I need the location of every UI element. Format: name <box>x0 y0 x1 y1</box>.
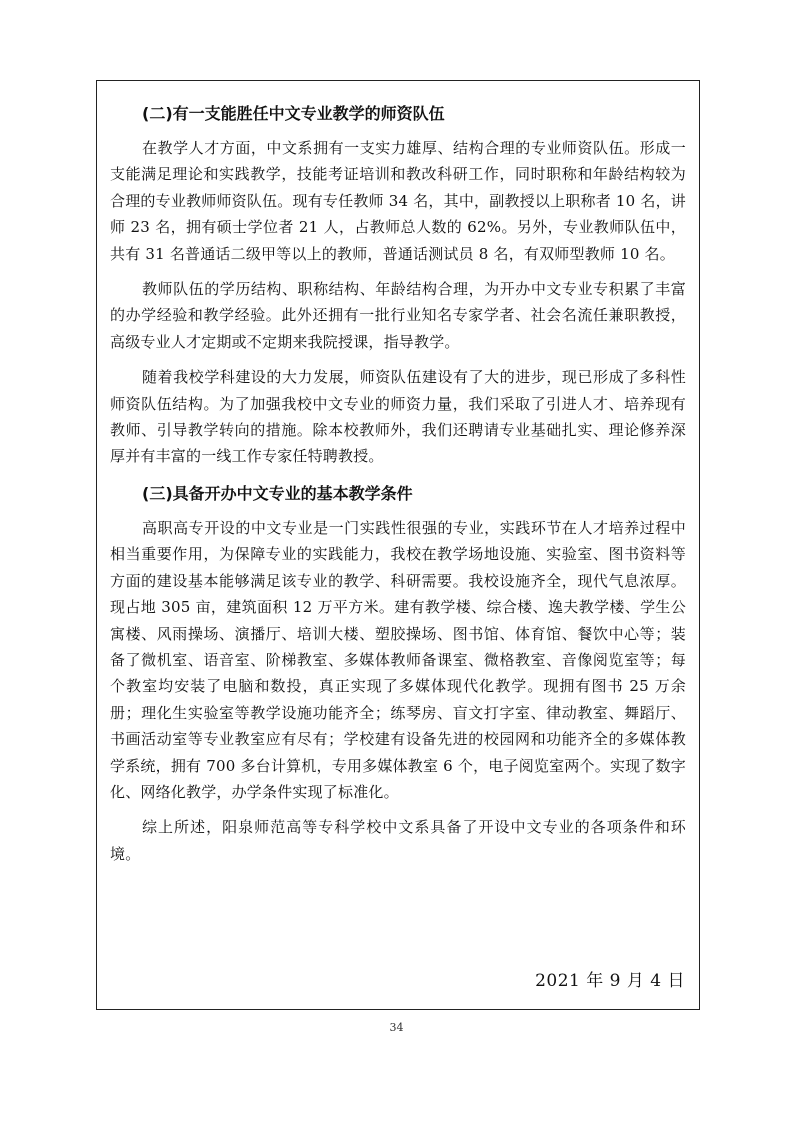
paragraph: 教师队伍的学历结构、职称结构、年龄结构合理，为开办中文专业专积累了丰富的办学经验和教学经验。此外还拥有一批行业知名专家学者、社会名流任兼职教授，高级专业人才定期或不定期来我院授课，指导教学。 <box>110 280 686 351</box>
paragraph: 在教学人才方面，中文系拥有一支实力雄厚、结构合理的专业师资队伍。形成一支能满足理论和实践教学，技能考证培训和教改科研工作，同时职称和年龄结构较为合理的专业教师师资队伍。现有专任教师 34 名，其中，副教授以上职称者 10 名，讲师 23 名，拥有硕士学位者 21 人，占教师总人数的 62%。另外，专业教师队伍中，共有 31 名普通话二级甲等以上的教师，普通话测试员 8 名，有双师型教师 10 名。 <box>110 139 686 263</box>
page-number: 34 <box>389 1021 404 1034</box>
section-heading-conditions: (三)具备开办中文专业的基本教学条件 <box>142 483 413 503</box>
document-frame <box>96 80 700 1010</box>
paragraph: 高职高专开设的中文专业是一门实践性很强的专业，实践环节在人才培养过程中相当重要作用，为保障专业的实践能力，我校在教学场地设施、实验室、图书资料等方面的建设基本能够满足该专业的教学、科研需要。我校设施齐全，现代气息浓厚。现占地 305 亩，建筑面积 12 万平方米。建有教学楼、综合楼、逸夫教学楼、学生公寓楼、风雨操场、演播厅、培训大楼、塑胶操场、图书馆、体育馆、餐饮中心等；装备了微机室、语音室、阶梯教室、多媒体教师备课室、微格教室、音像阅览室等；每个教室均安装了电脑和数投，真正实现了多媒体现代化教学。现拥有图书 25 万余册；理化生实验室等教学设施功能齐全；练琴房、盲文打字室、律动教室、舞蹈厅、书画活动室等专业教室应有尽有；学校建有设备先进的校园网和功能齐全的多媒体教学系统，拥有 700 多台计算机，专用多媒体教室 6 个，电子阅览室两个。实现了数字化、网络化教学，办学条件实现了标准化。 <box>110 518 686 801</box>
paragraph: 随着我校学科建设的大力发展，师资队伍建设有了大的进步，现已形成了多科性师资队伍结构。为了加强我校中文专业的师资力量，我们采取了引进人才、培养现有教师、引导教学转向的措施。除本校教师外，我们还聘请专业基础扎实、理论修养深厚并有丰富的一线工作专家任特聘教授。 <box>110 368 686 466</box>
section-heading-faculty: (二)有一支能胜任中文专业教学的师资队伍 <box>142 104 445 123</box>
paragraph: 综上所述，阳泉师范高等专科学校中文系具备了开设中文专业的各项条件和环境。 <box>110 818 686 863</box>
document-body <box>110 99 686 867</box>
signature-date: 2021 年 9 月 4 日 <box>535 971 685 991</box>
